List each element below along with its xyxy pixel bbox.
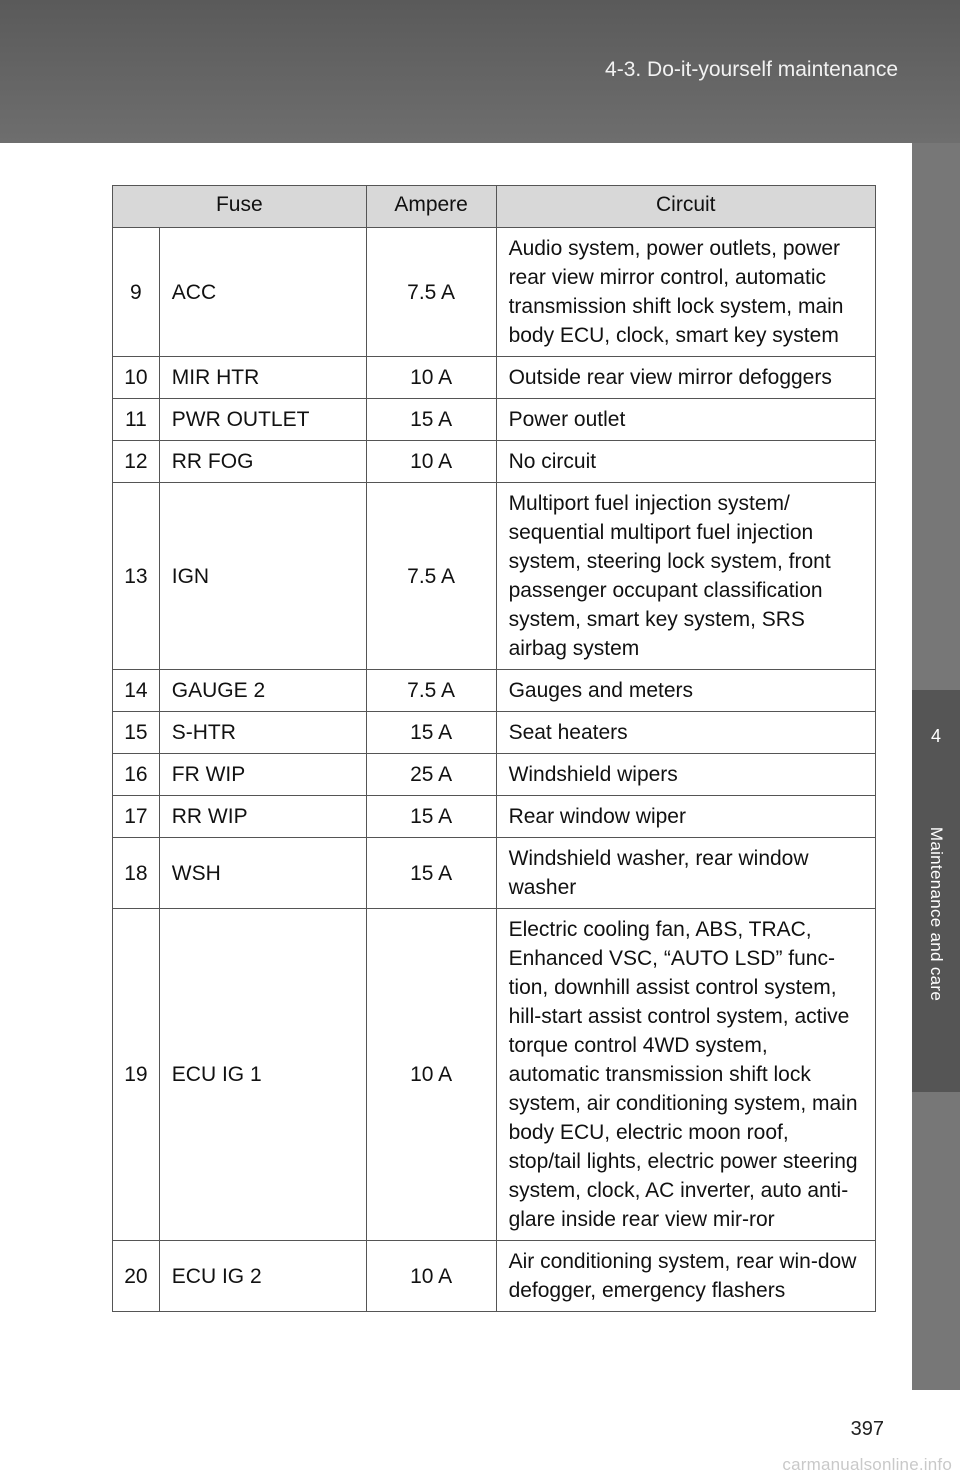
fuse-name: ECU IG 2 xyxy=(159,1241,366,1312)
fuse-number: 18 xyxy=(113,838,160,909)
fuse-ampere: 25 A xyxy=(366,754,496,796)
fuse-table-body xyxy=(113,228,876,1312)
fuse-number: 15 xyxy=(113,712,160,754)
fuse-circuit: Windshield washer, rear window washer xyxy=(496,838,875,909)
table-row xyxy=(113,441,876,483)
fuse-ampere: 15 A xyxy=(366,796,496,838)
fuse-ampere: 7.5 A xyxy=(366,483,496,670)
fuse-number: 13 xyxy=(113,483,160,670)
table-row xyxy=(113,712,876,754)
fuse-ampere: 10 A xyxy=(366,1241,496,1312)
fuse-ampere: 10 A xyxy=(366,909,496,1241)
fuse-number: 16 xyxy=(113,754,160,796)
table-row xyxy=(113,670,876,712)
fuse-name: WSH xyxy=(159,838,366,909)
table-row xyxy=(113,483,876,670)
fuse-ampere: 15 A xyxy=(366,838,496,909)
fuse-ampere: 7.5 A xyxy=(366,670,496,712)
fuse-circuit: Windshield wipers xyxy=(496,754,875,796)
fuse-circuit: Air conditioning system, rear win-dow defogger, emergency flashers xyxy=(496,1241,875,1312)
fuse-table xyxy=(112,185,876,1312)
fuse-number: 17 xyxy=(113,796,160,838)
table-row xyxy=(113,399,876,441)
fuse-circuit: Multiport fuel injection system/ sequential multiport fuel injection system, steering lock system, front passenger occupant classification system, smart key system, SRS airbag system xyxy=(496,483,875,670)
fuse-name: FR WIP xyxy=(159,754,366,796)
header-ampere: Ampere xyxy=(366,186,496,228)
fuse-name: GAUGE 2 xyxy=(159,670,366,712)
table-row xyxy=(113,909,876,1241)
fuse-number: 10 xyxy=(113,357,160,399)
fuse-ampere: 15 A xyxy=(366,712,496,754)
watermark: carmanualsonline.info xyxy=(782,1455,952,1474)
fuse-circuit: Seat heaters xyxy=(496,712,875,754)
fuse-circuit: Electric cooling fan, ABS, TRAC, Enhanced VSC, “AUTO LSD” func-tion, downhill assist control system, hill-start assist control system, active torque control 4WD system, automatic transmission shift lock system, air conditioning system, main body ECU, electric moon roof, stop/tail lights, electric power steering system, clock, AC inverter, auto anti-glare inside rear view mir-ror xyxy=(496,909,875,1241)
table-row xyxy=(113,1241,876,1312)
fuse-number: 19 xyxy=(113,909,160,1241)
fuse-name: RR FOG xyxy=(159,441,366,483)
fuse-ampere: 15 A xyxy=(366,399,496,441)
fuse-circuit: Gauges and meters xyxy=(496,670,875,712)
table-row xyxy=(113,754,876,796)
fuse-number: 11 xyxy=(113,399,160,441)
fuse-name: PWR OUTLET xyxy=(159,399,366,441)
fuse-circuit: Rear window wiper xyxy=(496,796,875,838)
chapter-number: 4 xyxy=(930,726,941,746)
fuse-ampere: 10 A xyxy=(366,357,496,399)
fuse-circuit: Power outlet xyxy=(496,399,875,441)
header-circuit: Circuit xyxy=(496,186,875,228)
fuse-number: 20 xyxy=(113,1241,160,1312)
table-row xyxy=(113,796,876,838)
fuse-number: 9 xyxy=(113,228,160,357)
page-header xyxy=(0,0,960,143)
page-number: 397 xyxy=(850,1418,884,1440)
fuse-name: ACC xyxy=(159,228,366,357)
fuse-ampere: 10 A xyxy=(366,441,496,483)
fuse-name: S-HTR xyxy=(159,712,366,754)
fuse-name: ECU IG 1 xyxy=(159,909,366,1241)
section-title: 4-3. Do-it-yourself maintenance xyxy=(605,58,898,81)
fuse-name: MIR HTR xyxy=(159,357,366,399)
table-row xyxy=(113,357,876,399)
fuse-name: IGN xyxy=(159,483,366,670)
fuse-circuit: No circuit xyxy=(496,441,875,483)
table-row xyxy=(113,838,876,909)
fuse-circuit: Audio system, power outlets, power rear view mirror control, automatic transmission shift lock system, main body ECU, clock, smart key system xyxy=(496,228,875,357)
table-row xyxy=(113,228,876,357)
fuse-number: 14 xyxy=(113,670,160,712)
fuse-number: 12 xyxy=(113,441,160,483)
fuse-circuit: Outside rear view mirror defoggers xyxy=(496,357,875,399)
table-header-row xyxy=(113,186,876,228)
fuse-ampere: 7.5 A xyxy=(366,228,496,357)
chapter-label: Maintenance and care xyxy=(927,826,946,1002)
header-fuse: Fuse xyxy=(113,186,367,228)
fuse-name: RR WIP xyxy=(159,796,366,838)
